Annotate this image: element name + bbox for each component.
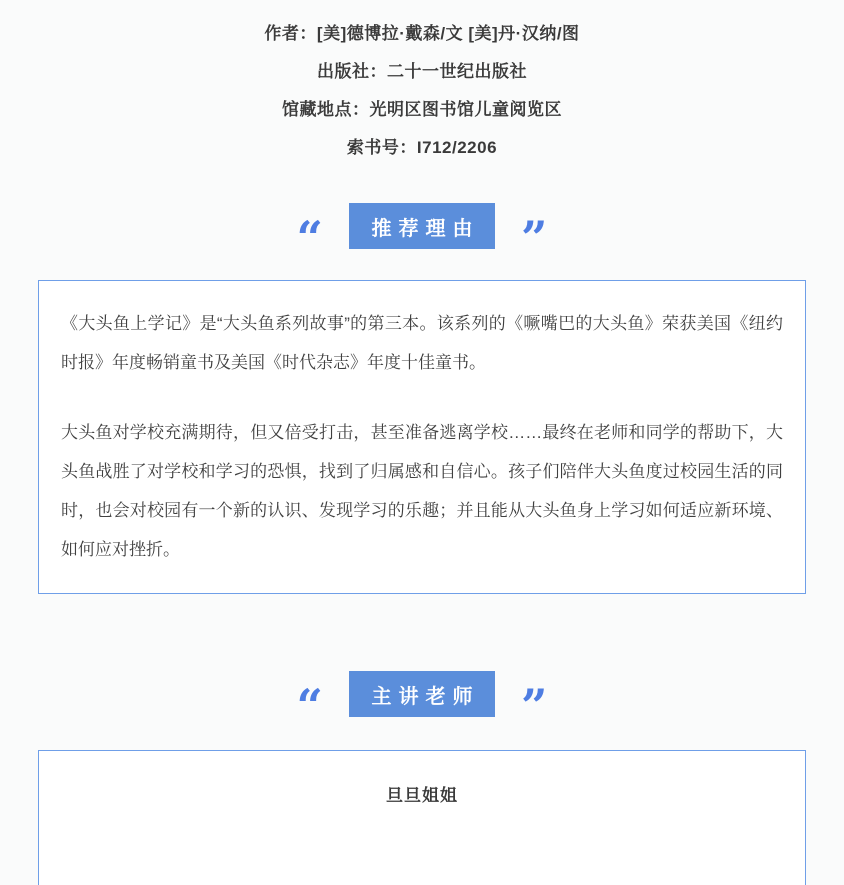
book-publisher: 出版社：二十一世纪出版社: [317, 62, 527, 81]
teacher-title-badge: 主讲老师: [349, 671, 495, 717]
recommendation-paragraph-1: 《大头鱼上学记》是“大头鱼系列故事”的第三本。该系列的《噘嘴巴的大头鱼》荣获美国《纽约时报》年度畅销童书及美国《时代杂志》年度十佳童书。: [61, 314, 783, 372]
section-header-teacher: [0, 671, 844, 734]
close-quote-icon: ”: [521, 679, 548, 734]
section-header-recommendation: [0, 203, 844, 265]
book-metadata: [0, 0, 844, 167]
book-author: 作者：[美]德博拉·戴森/文 [美]丹·汉纳/图: [264, 24, 580, 43]
book-call-number: 索书号：I712/2206: [346, 138, 498, 157]
recommendation-title-badge: 推荐理由: [349, 203, 495, 249]
recommendation-box: [38, 280, 806, 594]
open-quote-icon: “: [296, 679, 323, 734]
teacher-box: [38, 750, 806, 885]
recommendation-paragraph-2: 大头鱼对学校充满期待，但又倍受打击，甚至准备逃离学校……最终在老师和同学的帮助下，大头鱼战胜了对学校和学习的恐惧，找到了归属感和自信心。孩子们陪伴大头鱼度过校园生活的同时，也会对校园有一个新的认识、发现学习的乐趣；并且能从大头鱼身上学习如何适应新环境、如何应对挫折。: [61, 423, 783, 559]
teacher-name: 旦旦姐姐: [386, 786, 458, 806]
close-quote-icon: ”: [521, 211, 548, 265]
open-quote-icon: “: [296, 211, 323, 265]
book-location: 馆藏地点：光明区图书馆儿童阅览区: [282, 100, 562, 119]
